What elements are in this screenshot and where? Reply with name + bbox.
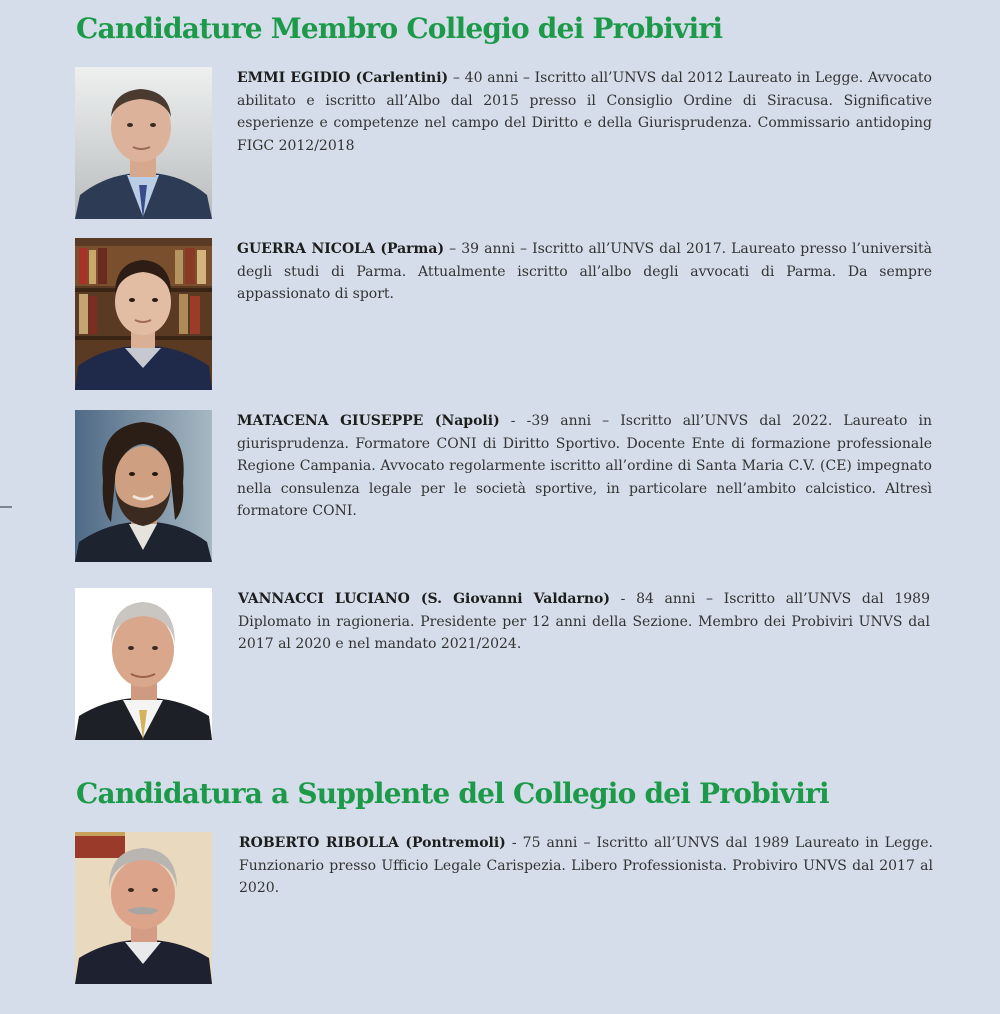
candidate-card: [75, 588, 935, 743]
candidate-name: VANNACCI LUCIANO (S. Giovanni Valdarno): [238, 591, 611, 607]
candidate-bio: [237, 67, 932, 157]
candidate-photo: [75, 588, 212, 740]
candidate-description: – 39 anni – Iscritto all’UNVS dal 2017. Laureato presso l’università degli studi di Parma. Attualmente iscritto all’albo degli avvocati di Parma. Da sempre appassionato di sport.: [237, 241, 932, 302]
candidate-description: - 75 anni – Iscritto all’UNVS dal 1989 Laureato in Legge. Funzionario presso Ufficio Legale Carispezia. Libero Professionista. Probiviro UNVS dal 2017 al 2020.: [239, 835, 934, 896]
section-title-members: Candidature Membro Collegio dei Probiviri: [76, 12, 723, 45]
candidate-description: – 40 anni – Iscritto all’UNVS dal 2012 Laureato in Legge. Avvocato abilitato e iscritto all’Albo dal 2015 presso il Consiglio Ordine di Siracusa. Significative esperienze e competenze nel campo del Diritto e della Giurisprudenza. Commissario antidoping FIGC 2012/2018: [237, 70, 932, 154]
candidate-card: [75, 832, 935, 987]
candidate-card: [75, 67, 935, 222]
candidate-bio: [237, 238, 932, 306]
candidate-name: GUERRA NICOLA (Parma): [237, 241, 445, 257]
candidate-bio: [239, 832, 933, 900]
candidate-bio: [238, 588, 930, 656]
candidate-photo: [75, 238, 212, 390]
candidate-description: - -39 anni – Iscritto all’UNVS dal 2022. Laureato in giurisprudenza. Formatore CONI di Diritto Sportivo. Docente Ente di formazione professionale Regione Campania. Avvocato regolarmente iscritto all’ordine di Santa Maria C.V. (CE) impegnato nella consulenza legale per le società sportive, in particolare nell’ambito calcistico. Altresì formatore CONI.: [237, 413, 932, 519]
section-title-substitute: Candidatura a Supplente del Collegio dei Probiviri: [76, 777, 829, 810]
candidate-photo: [75, 67, 212, 219]
candidate-card: [75, 410, 935, 565]
candidate-description: - 84 anni – Iscritto all’UNVS dal 1989 Diplomato in ragioneria. Presidente per 12 anni della Sezione. Membro dei Probiviri UNVS dal 2017 al 2020 e nel mandato 2021/2024.: [238, 591, 930, 652]
candidate-card: [75, 238, 935, 393]
candidate-name: EMMI EGIDIO (Carlentini): [237, 70, 449, 86]
page-edge-mark: [0, 506, 12, 514]
candidate-bio: [237, 410, 932, 523]
candidate-name: MATACENA GIUSEPPE (Napoli): [237, 413, 500, 429]
candidate-photo: [75, 832, 212, 984]
candidate-name: ROBERTO RIBOLLA (Pontremoli): [239, 835, 506, 851]
candidate-photo: [75, 410, 212, 562]
